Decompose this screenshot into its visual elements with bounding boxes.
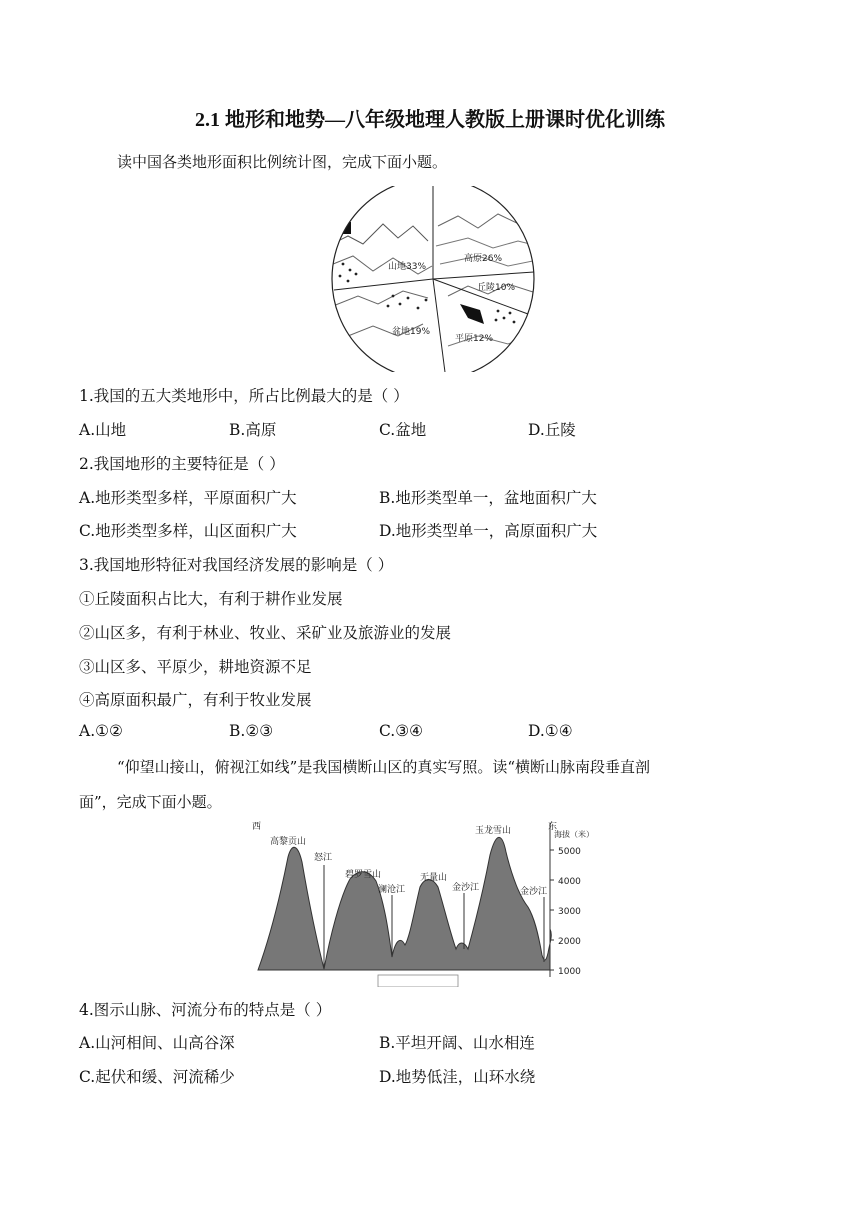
river-nujiang: 怒江 (314, 853, 333, 863)
river-jinsha-1: 金沙江 (452, 883, 480, 893)
intro-text-1: 读中国各类地形面积比例统计图，完成下面小题。 (117, 153, 448, 171)
mountain-yulong: 玉龙雪山 (475, 826, 512, 836)
q4-option-b[interactable]: B.平坦开阔、山水相连 (379, 1034, 535, 1052)
pie-label-pingyuan: 平原12% (455, 334, 494, 344)
q1-option-b[interactable]: B.高原 (229, 421, 277, 439)
pie-label-pendi: 盆地19% (392, 327, 431, 337)
page-title: 2.1 地形和地势—八年级地理人教版上册课时优化训练 (195, 109, 665, 131)
q4-stem: 4.图示山脉、河流分布的特点是（ ） (79, 1001, 332, 1019)
q1-option-d[interactable]: D.丘陵 (528, 421, 576, 439)
river-jinsha-2: 金沙江 (520, 887, 548, 897)
landform-pie-figure (328, 186, 538, 372)
pie-label-qiuling: 丘陵10% (477, 283, 516, 293)
hengduan-profile-figure (250, 817, 610, 987)
q4-option-d[interactable]: D.地势低洼，山环水绕 (379, 1068, 536, 1086)
q4-option-a[interactable]: A.山河相间、山高谷深 (79, 1034, 235, 1052)
q3-statement-3: ③山区多、平原少，耕地资源不足 (79, 658, 312, 676)
q1-stem: 1.我国的五大类地形中，所占比例最大的是（ ） (79, 387, 409, 405)
q3-option-c[interactable]: C.③④ (379, 722, 424, 740)
mountain-wuliang: 无量山 (420, 873, 448, 883)
q2-stem: 2.我国地形的主要特征是（ ） (79, 455, 285, 473)
pie-label-gaoyuan: 高原26% (464, 254, 503, 264)
mountain-biluo: 碧罗雪山 (345, 870, 382, 880)
q3-stem: 3.我国地形特征对我国经济发展的影响是（ ） (79, 556, 394, 574)
q2-option-c[interactable]: C.地形类型多样，山区面积广大 (79, 522, 297, 540)
q3-statement-2: ②山区多，有利于林业、牧业、采矿业及旅游业的发展 (79, 624, 452, 642)
river-lancang: 澜沧江 (378, 885, 406, 895)
west-label: 西 (252, 822, 262, 832)
mountain-gaoligong: 高黎贡山 (270, 837, 307, 847)
q3-option-d[interactable]: D.①④ (528, 722, 573, 740)
q3-option-a[interactable]: A.①② (79, 722, 123, 740)
pie-label-shandi: 山地33% (388, 262, 427, 272)
tick-2000: 2000 (558, 937, 581, 947)
q3-statement-4: ④高原面积最广，有利于牧业发展 (79, 691, 312, 709)
tick-4000: 4000 (558, 877, 581, 887)
east-label: 东 (548, 822, 558, 832)
intro-text-2-line1: “仰望山接山，俯视江如线”是我国横断山区的真实写照。读“横断山脉南段垂直剖 (117, 758, 651, 776)
q3-option-b[interactable]: B.②③ (229, 722, 274, 740)
q2-option-d[interactable]: D.地形类型单一，高原面积广大 (379, 522, 598, 540)
q1-option-c[interactable]: C.盆地 (379, 421, 427, 439)
tick-3000: 3000 (558, 907, 581, 917)
q2-option-a[interactable]: A.地形类型多样，平原面积广大 (79, 489, 297, 507)
yaxis-label: 海拔（米） (554, 830, 594, 839)
intro-text-2-line2: 面”，完成下面小题。 (79, 793, 222, 811)
q4-option-c[interactable]: C.起伏和缓、河流稀少 (79, 1068, 235, 1086)
tick-1000: 1000 (558, 967, 581, 977)
q1-option-a[interactable]: A.山地 (79, 421, 127, 439)
q3-statement-1: ①丘陵面积占比大，有利于耕作业发展 (79, 590, 343, 608)
tick-5000: 5000 (558, 847, 581, 857)
q2-option-b[interactable]: B.地形类型单一，盆地面积广大 (379, 489, 597, 507)
